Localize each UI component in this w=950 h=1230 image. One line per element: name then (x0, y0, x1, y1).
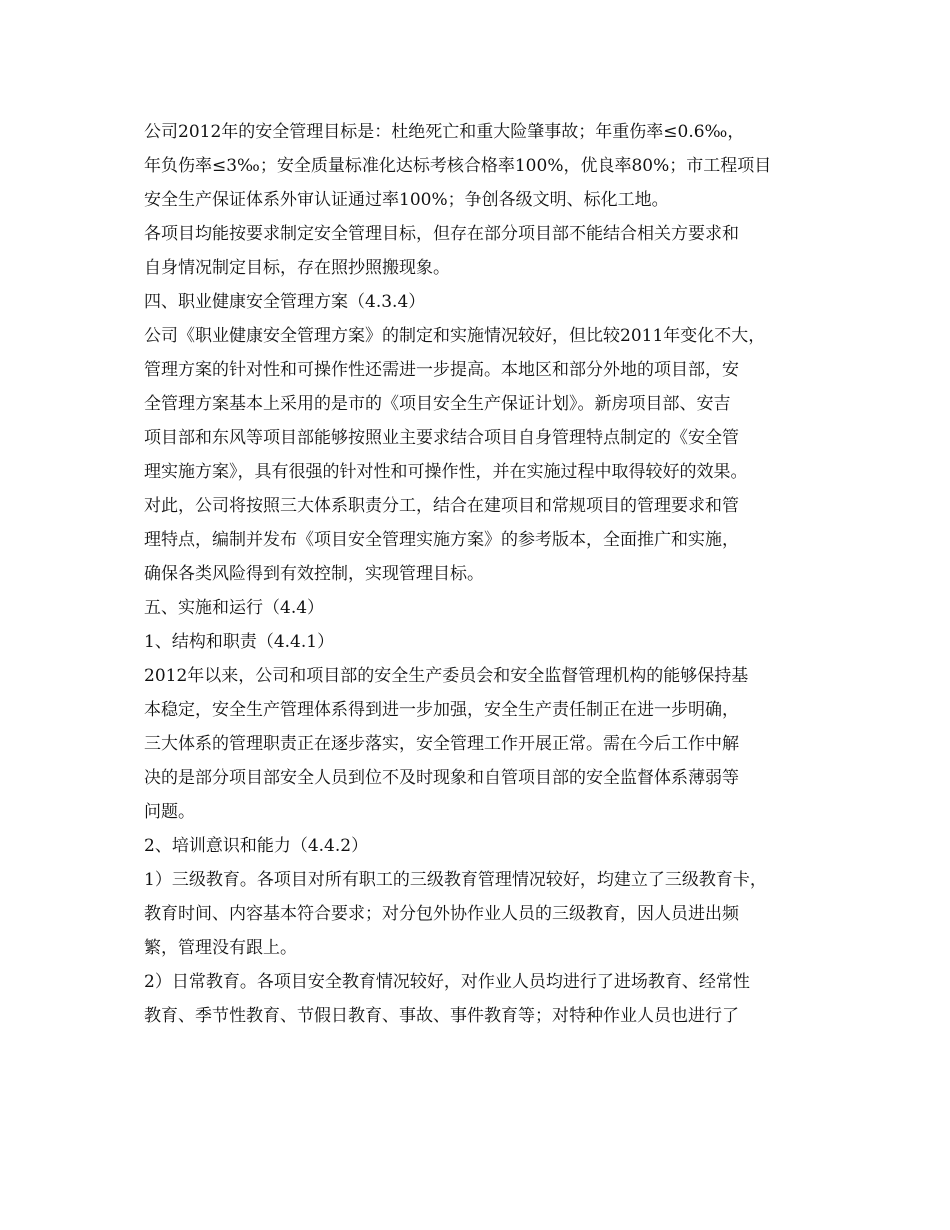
text-line: 全管理方案基本上采用的是市的《项目安全生产保证计划》。新房项目部、安吉 (144, 394, 731, 414)
text-line: 2）日常教育。各项目安全教育情况较好，对作业人员均进行了进场教育、经常性 (144, 972, 750, 992)
text-line: 教育时间、内容基本符合要求；对分包外协作业人员的三级教育，因人员进出频 (144, 904, 739, 924)
subsection-heading: 2、培训意识和能力（4.4.2） (144, 836, 369, 856)
document-body (144, 115, 824, 1033)
text-line: 三大体系的管理职责正在逐步落实，安全管理工作开展正常。需在今后工作中解 (144, 734, 739, 754)
text-line: 自身情况制定目标，存在照抄照搬现象。 (144, 258, 450, 278)
text-line: 问题。 (144, 802, 195, 822)
text-line: 繁，管理没有跟上。 (144, 938, 297, 958)
subsection-heading: 1、结构和职责（4.4.1） (144, 632, 335, 652)
text-line: 公司《职业健康安全管理方案》的制定和实施情况较好，但比较2011年变化不大， (144, 326, 766, 346)
text-line: 安全生产保证体系外审认证通过率100%；争创各级文明、标化工地。 (144, 190, 669, 210)
text-line: 理实施方案》，具有很强的针对性和可操作性，并在实施过程中取得较好的效果。 (144, 462, 748, 482)
text-line: 1）三级教育。各项目对所有职工的三级教育管理情况较好，均建立了三级教育卡， (144, 870, 767, 890)
text-line: 本稳定，安全生产管理体系得到进一步加强，安全生产责任制正在进一步明确， (144, 700, 739, 720)
text-line: 2012年以来，公司和项目部的安全生产委员会和安全监督管理机构的能够保持基 (144, 666, 749, 686)
text-line: 年负伤率≤3‰；安全质量标准化达标考核合格率100%，优良率80%；市工程项目 (144, 156, 772, 176)
text-line: 决的是部分项目部安全人员到位不及时现象和自管项目部的安全监督体系薄弱等 (144, 768, 739, 788)
text-line: 公司2012年的安全管理目标是：杜绝死亡和重大险肇事故；年重伤率≤0.6‰， (144, 122, 745, 142)
text-line: 理特点，编制并发布《项目安全管理实施方案》的参考版本，全面推广和实施， (144, 530, 739, 550)
text-line: 项目部和东风等项目部能够按照业主要求结合项目自身管理特点制定的《安全管 (144, 428, 739, 448)
text-line: 管理方案的针对性和可操作性还需进一步提高。本地区和部分外地的项目部，安 (144, 360, 739, 380)
text-line: 对此，公司将按照三大体系职责分工，结合在建项目和常规项目的管理要求和管 (144, 496, 739, 516)
text-line: 教育、季节性教育、节假日教育、事故、事件教育等；对特种作业人员也进行了 (144, 1006, 739, 1026)
text-line: 确保各类风险得到有效控制，实现管理目标。 (144, 564, 484, 584)
section-heading: 四、职业健康安全管理方案（4.3.4） (144, 292, 426, 312)
text-line: 各项目均能按要求制定安全管理目标，但存在部分项目部不能结合相关方要求和 (144, 224, 739, 244)
section-heading: 五、实施和运行（4.4） (144, 598, 325, 618)
